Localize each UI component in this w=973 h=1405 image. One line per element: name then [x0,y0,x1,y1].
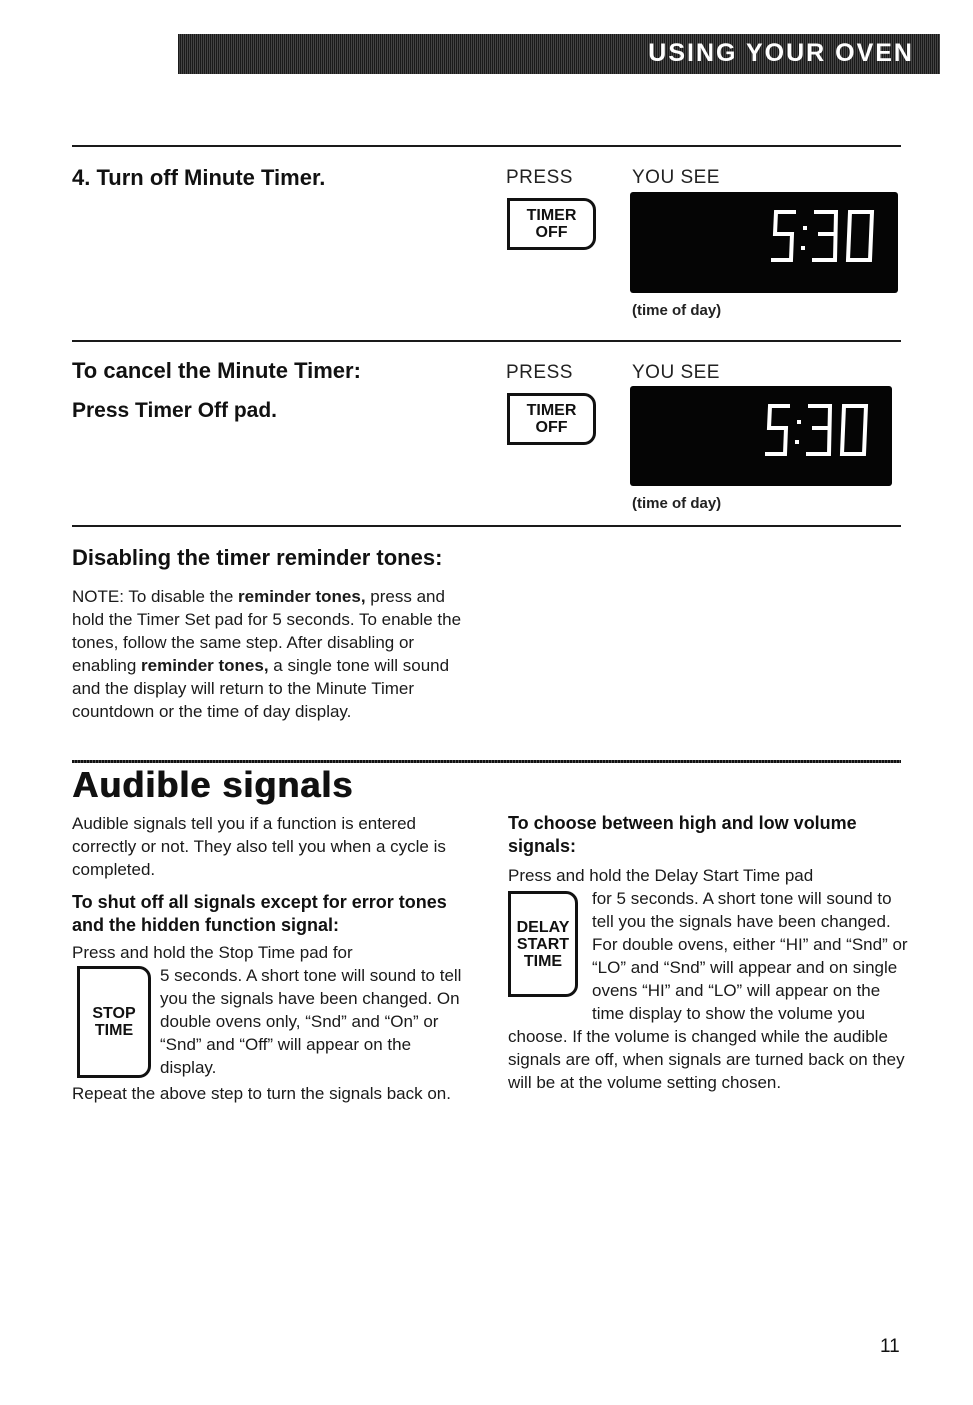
pad-line: TIMER [526,207,577,224]
step4-caption: (time of day) [632,302,722,319]
pad-line: DELAY [516,918,570,936]
audible-title: Audible signals [72,764,354,805]
divider [72,340,901,342]
oven-display [630,386,892,486]
header-banner [178,34,940,74]
divider [72,760,901,763]
shutoff-body [72,964,467,1082]
display-digits [764,398,874,464]
cancel-press-label: PRESS [506,362,573,383]
step4-press-label: PRESS [506,167,573,188]
stop-time-pad[interactable] [77,966,151,1078]
audible-left-column [72,812,467,1105]
disabling-title: Disabling the timer reminder tones: [72,545,443,570]
volume-body [508,887,908,1094]
note-text: press and hold the Timer Set pad for 5 seconds. To enable the tones, follow the same step. After disabling or enabling [72,587,462,675]
pad-line: TIME [523,952,563,970]
pad-line: OFF [535,419,568,436]
disabling-note [72,585,467,723]
pad-line: TIMER [526,402,577,419]
volume-text: for 5 seconds. A short tone will sound to tell you the signals have been changed. For double ovens, either “HI” and “Snd” or “LO” and “Snd” will appear and on single ovens “HI” and “LO” will appear on the time display to show the volume you choose. If the volume is changed while the audible signals are off, when signals are turned back on they will be at the volume setting chosen. [508,889,908,1092]
pad-line: STOP [92,1005,136,1022]
pad-line: TIME [94,1022,134,1039]
note-label: NOTE: [72,587,124,606]
audible-intro: Audible signals tell you if a function is entered correctly or not. They also tell you when a cycle is completed. [72,814,446,879]
note-text: a single tone will sound and the display will return to the Minute Timer countdown or the time of day display. [72,656,450,721]
volume-heading: To choose between high and low volume signals: [508,813,857,856]
timer-off-pad[interactable] [507,198,596,250]
audible-right-column [508,812,908,1094]
cancel-title: To cancel the Minute Timer: [72,358,361,383]
step4-you-see-label: YOU SEE [632,167,720,188]
divider [72,145,901,147]
pad-line: START [516,935,570,953]
cancel-you-see-label: YOU SEE [632,362,720,383]
cancel-caption: (time of day) [632,495,722,512]
note-emphasis: reminder tones, [238,587,366,606]
stop-pad-wrap [72,964,160,1082]
note-emphasis: reminder tones, [141,656,269,675]
shutoff-lead: Press and hold the Stop Time pad for [72,943,353,962]
page-number: 11 [880,1336,900,1357]
timer-off-pad[interactable] [507,393,596,445]
step4-title: 4. Turn off Minute Timer. [72,165,326,190]
oven-display [630,192,898,293]
shutoff-text: 5 seconds. A short tone will sound to tell you the signals have been changed. On double ovens only, “Snd” and “On” or “Snd” and “Off” will appear on the display. [160,966,462,1077]
note-text: To disable the [128,587,234,606]
cancel-subtitle: Press Timer Off pad. [72,399,278,422]
header-title: USING YOUR OVEN [648,39,914,67]
display-digits [770,204,880,270]
pad-line: OFF [535,224,568,241]
delay-start-time-pad[interactable] [508,891,578,997]
divider [72,525,901,527]
shutoff-tail: Repeat the above step to turn the signals back on. [72,1084,451,1103]
delay-pad-wrap [508,887,592,1003]
volume-lead: Press and hold the Delay Start Time pad [508,866,814,885]
shutoff-heading: To shut off all signals except for error tones and the hidden function signal: [72,892,447,935]
